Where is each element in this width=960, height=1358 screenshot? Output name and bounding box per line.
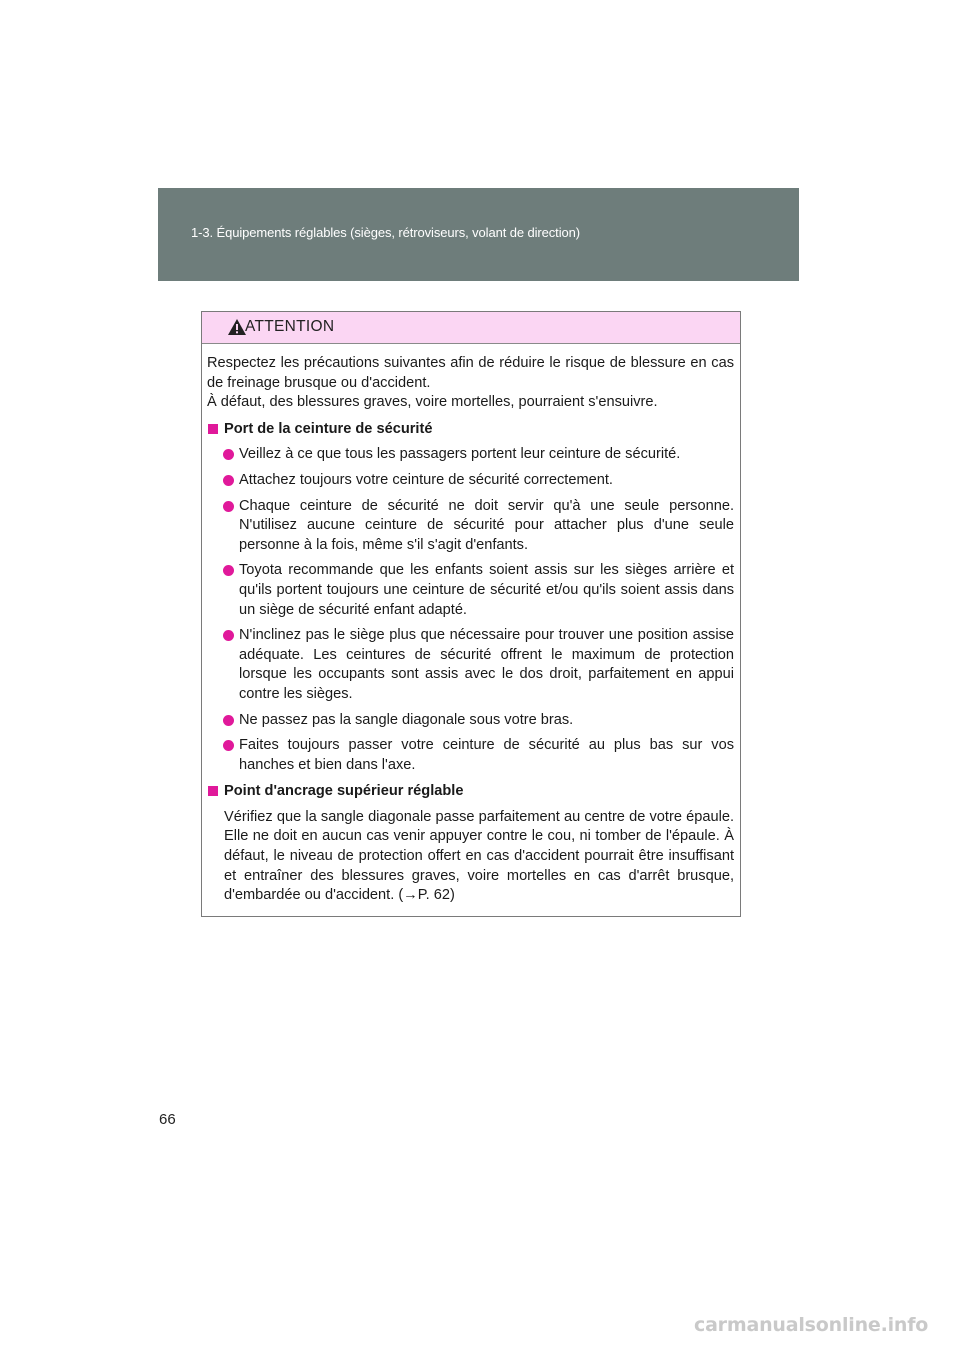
watermark: carmanualsonline.info [694, 1314, 929, 1336]
circle-bullet-icon [223, 501, 234, 512]
list-item: N'inclinez pas le siège plus que nécessaire pour trouver une position assise adéquate. Les ceintures de sécurité offrent le maximum de protection lorsque les occupants sont assis avec le dos droit, parfaitement en appui contre les sièges. [207, 626, 734, 704]
warning-triangle-icon [227, 318, 247, 336]
square-bullet-icon [208, 424, 218, 434]
list-item: Veillez à ce que tous les passagers portent leur ceinture de sécurité. [207, 445, 734, 465]
list-item: Attachez toujours votre ceinture de sécurité correctement. [207, 471, 734, 491]
circle-bullet-icon [223, 715, 234, 726]
list-item: Faites toujours passer votre ceinture de sécurité au plus bas sur vos hanches et bien dans l'axe. [207, 736, 734, 775]
section-heading-seatbelt: Port de la ceinture de sécurité [207, 420, 734, 440]
warning-title: ATTENTION [245, 318, 335, 335]
warning-intro: Respectez les précautions suivantes afin de réduire le risque de blessure en cas de freinage brusque ou d'accident. [207, 355, 734, 391]
square-bullet-icon [208, 786, 218, 796]
page-number: 66 [159, 1111, 176, 1128]
circle-bullet-icon [223, 630, 234, 641]
warning-box [201, 311, 741, 917]
section-heading-anchor: Point d'ancrage supérieur réglable [207, 782, 734, 802]
list-item: Toyota recommande que les enfants soient assis sur les sièges arrière et qu'ils portent toujours une ceinture de sécurité et/ou qu'ils soient assis dans un siège de sécurité enfant adapté. [207, 561, 734, 620]
warning-consequence: À défaut, des blessures graves, voire mortelles, pourraient s'ensuivre. [207, 394, 658, 411]
section-title: 1-3. Équipements réglables (sièges, rétroviseurs, volant de direction) [191, 225, 580, 240]
circle-bullet-icon [223, 565, 234, 576]
list-item: Ne passez pas la sangle diagonale sous votre bras. [207, 711, 734, 731]
list-item: Chaque ceinture de sécurité ne doit servir qu'à une seule personne. N'utilisez aucune ceinture de sécurité pour attacher plus d'une seule personne à la fois, même s'il s'agit d'enfants. [207, 497, 734, 556]
warning-body [202, 344, 740, 906]
circle-bullet-icon [223, 449, 234, 460]
circle-bullet-icon [223, 475, 234, 486]
warning-header [202, 312, 740, 344]
section-header-band [158, 188, 799, 281]
anchor-paragraph: Vérifiez que la sangle diagonale passe parfaitement au centre de votre épaule. Elle ne doit en aucun cas venir appuyer contre le cou, ni tomber de l'épaule. À défaut, le niveau de protection offert en cas d'accident pourrait être insuffisant et entraîner des blessures graves, voire mortelles en cas d'arrêt brusque, d'embardée ou d'accident. (→P. 62) [224, 808, 734, 904]
circle-bullet-icon [223, 740, 234, 751]
